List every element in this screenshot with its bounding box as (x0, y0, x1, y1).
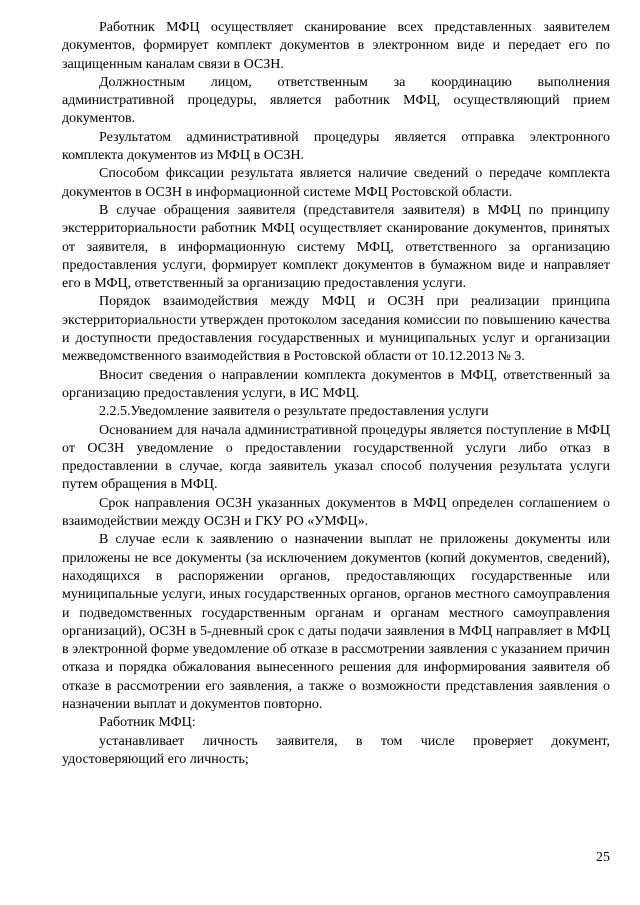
page-number: 25 (596, 850, 610, 865)
paragraph: Основанием для начала административной процедуры является поступление в МФЦ от ОСЗН уведомление о предоставлении государственной услуги либо отказ в предоставлении в случае, когда заявитель указал способ получения результата услуги путем обращения в МФЦ. (62, 422, 610, 493)
paragraph: Работник МФЦ: (99, 715, 196, 731)
paragraph: В случае обращения заявителя (представителя заявителя) в МФЦ по принципу экстерриториальности работник МФЦ осуществляет сканирование документов, принятых от заявителя, в информационную систему МФЦ, ответственного за организацию предоставления услуги, формирует комплект документов в бумажном виде и направляет его в МФЦ, ответственный за организацию предоставления услуги. (62, 202, 610, 292)
paragraph: Результатом административной процедуры является отправка электронного комплекта документов из МФЦ в ОСЗН. (62, 129, 610, 164)
paragraph: Вносит сведения о направлении комплекта документов в МФЦ, ответственный за организацию предоставления услуги, в ИС МФЦ. (62, 367, 610, 401)
document-body (62, 19, 610, 769)
paragraph: Работник МФЦ осуществляет сканирование всех представленных заявителем документов, формирует комплект документов в электронном виде и передает его по защищенным каналам связи в ОСЗН. (62, 20, 610, 72)
paragraph: Способом фиксации результата является наличие сведений о передаче комплекта документов в ОСЗН в информационной системе МФЦ Ростовской области. (62, 166, 610, 200)
paragraph: Срок направления ОСЗН указанных документов в МФЦ определен соглашением о взаимодействии между ОСЗН и ГКУ РО «УМФЦ». (62, 495, 610, 530)
section-heading: 2.2.5.Уведомление заявителя о результате предоставления услуги (99, 404, 489, 420)
paragraph: Порядок взаимодействия между МФЦ и ОСЗН при реализации принципа экстерриториальности утвержден протоколом заседания комиссии по повышению качества и доступности предоставления государственных и муниципальных услуг и организации межведомственного взаимодействия в Ростовской области от 10.12.2013 № 3. (62, 294, 610, 365)
paragraph: В случае если к заявлению о назначении выплат не приложены документы или приложены не все документы (за исключением документов (копий документов, сведений), находящихся в распоряжении органов, предоставляющих государственные или муниципальные услуги, иных государственных органов, органов местного самоуправления и подведомственных государственным органам и органам местного самоуправления организаций), ОСЗН в 5-дневный срок с даты подачи заявления в МФЦ направляет в МФЦ в электронной форме уведомление об отказе в рассмотрении заявления с указанием причин отказа и порядка обжалования вынесенного решения для информирования заявителя об отказе в рассмотрении его заявления, а также о возможности представления заявления о назначении выплат и документов повторно. (62, 532, 610, 712)
paragraph: устанавливает личность заявителя, в том числе проверяет документ, удостоверяющий его личность; (62, 733, 610, 767)
paragraph: Должностным лицом, ответственным за координацию выполнения административной процедуры, является работник МФЦ, осуществляющий прием документов. (62, 74, 610, 127)
